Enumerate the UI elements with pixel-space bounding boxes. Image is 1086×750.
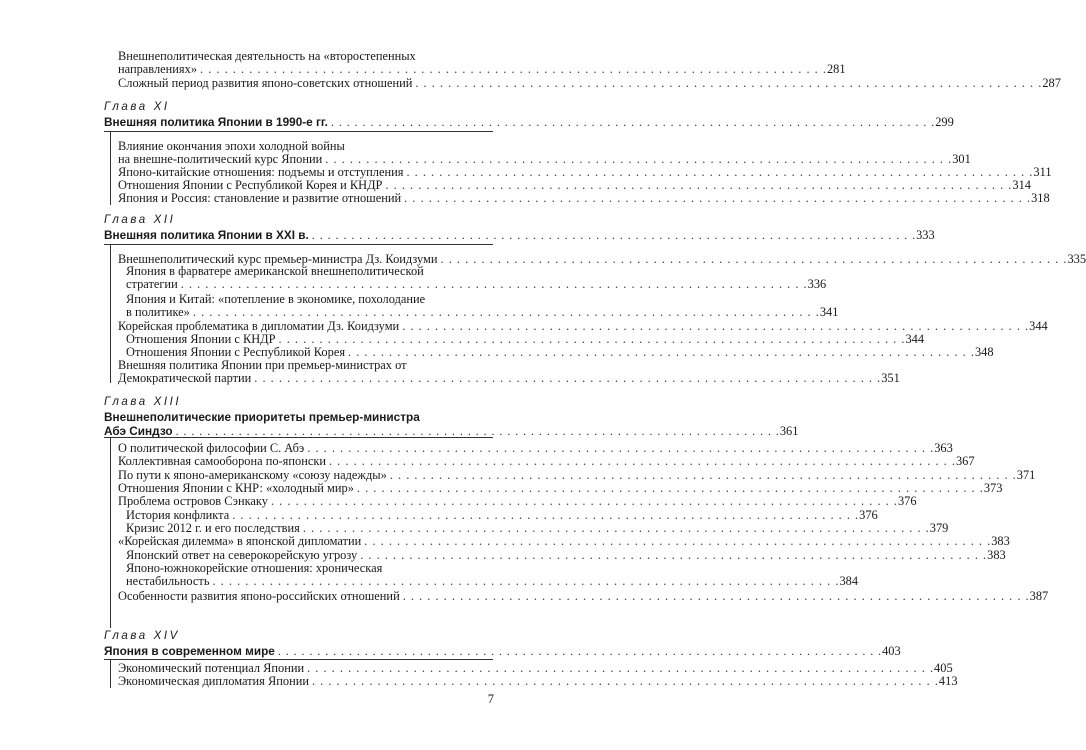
entry-page-number: 344 <box>905 332 925 346</box>
toc-subentry[interactable] <box>126 292 839 320</box>
entry-line: Япония и Китай: «потепление в экономике, похолодание <box>126 292 426 306</box>
entry-text: направлениях» <box>118 62 198 77</box>
chapter-title[interactable] <box>104 115 954 129</box>
toc-entry[interactable] <box>118 139 971 167</box>
entry-page-number: 344 <box>1029 319 1048 333</box>
entry-page-number: 351 <box>881 371 900 386</box>
entry-page-number: 363 <box>934 441 953 455</box>
toc-entry[interactable] <box>118 191 1050 205</box>
toc-entry[interactable] <box>118 358 900 386</box>
dot-leader: . . . . . . . . . . . . . . . . . . . . . . . . . . . . . . . . . . . . . . . . . . . . . . . . . . . . . . . . . . . . . . . . . . . . . . . . . . . . . <box>278 332 906 346</box>
dot-leader: . . . . . . . . . . . . . . . . . . . . . . . . . . . . . . . . . . . . . . . . . . . . . . . . . . . . . . . . . . . . . . . . . . . . . . . . . . . . . <box>302 521 930 535</box>
entry-last-line <box>126 277 827 292</box>
entry-line: Японо-южнокорейские отношения: хроническая <box>126 561 383 575</box>
chapter-title-last-line <box>104 644 901 658</box>
dot-leader: . . . . . . . . . . . . . . . . . . . . . . . . . . . . . . . . . . . . . . . . . . . . . . . . . . . . . . . . . . . . . . . . . . . . . . . . . . . . . <box>270 494 898 508</box>
toc-entry[interactable] <box>118 674 958 688</box>
entry-page-number: 341 <box>819 305 839 320</box>
dot-leader: . . . . . . . . . . . . . . . . . . . . . . . . . . . . . . . . . . . . . . . . . . . . . . . . . . . . . . . . . . . . . . . . . . . . . . . . . . . . . <box>328 454 956 468</box>
entry-text: Отношения Японии с КНДР <box>126 332 276 346</box>
chapter-title-page-number: 361 <box>779 424 799 438</box>
dot-leader: . . . . . . . . . . . . . . . . . . . . . . . . . . . . . . . . . . . . . . . . . . . . . . . . . . . . . . . . . . . . . . . . . . . . . . . . . . . . . <box>402 319 1030 333</box>
dot-leader: . . . . . . . . . . . . . . . . . . . . . . . . . . . . . . . . . . . . . . . . . . . . . . . . . . . . . . . . . . . . . . . . . . . . . . . . . . . . . <box>404 191 1032 205</box>
chapter-title-text: Япония в современном мире <box>104 644 275 658</box>
entry-page-number: 336 <box>807 277 827 292</box>
entry-page-number: 367 <box>955 454 975 468</box>
chapter-title[interactable] <box>104 410 799 438</box>
chapter-title-page-number: 333 <box>916 228 935 242</box>
dot-leader: . . . . . . . . . . . . . . . . . . . . . . . . . . . . . . . . . . . . . . . . . . . . . . . . . . . . . . . . . . . . . . . . . . . . . . . . . . . . . <box>311 674 939 688</box>
page-number: 7 <box>487 692 494 706</box>
entry-last-line <box>118 191 1050 205</box>
entry-last-line <box>118 494 917 508</box>
entry-text: Отношения Японии с КНР: «холодный мир» <box>118 481 354 495</box>
dot-leader: . . . . . . . . . . . . . . . . . . . . . . . . . . . . . . . . . . . . . . . . . . . . . . . . . . . . . . . . . . . . . . . . . . . . . . . . . . . . . <box>389 468 1017 482</box>
dot-leader: . . . . . . . . . . . . . . . . . . . . . . . . . . . . . . . . . . . . . . . . . . . . . . . . . . . . . . . . . . . . . . . . . . . . . . . . . . . . . <box>277 644 883 658</box>
entry-last-line <box>126 574 859 589</box>
entry-line: Внешняя политика Японии при премьер-министрах от <box>118 358 407 372</box>
entry-text: Отношения Японии с Республикой Корея <box>126 345 346 359</box>
entry-page-number: 384 <box>839 574 859 589</box>
entry-text: стратегии <box>126 277 178 292</box>
entry-page-number: 376 <box>897 494 917 508</box>
entry-text: Корейская проблематика в дипломатии Дз. Коидзуми <box>118 319 400 333</box>
entry-page-number: 387 <box>1029 589 1049 603</box>
entry-last-line <box>118 589 1049 603</box>
chapter-label: Глава XIII <box>104 396 182 408</box>
entry-text: История конфликта <box>126 508 230 522</box>
toc-subentry[interactable] <box>126 264 827 292</box>
dot-leader: . . . . . . . . . . . . . . . . . . . . . . . . . . . . . . . . . . . . . . . . . . . . . . . . . . . . . . . . . . . . . . . . . . . . . . . . . . . . . <box>325 152 953 167</box>
dot-leader: . . . . . . . . . . . . . . . . . . . . . . . . . . . . . . . . . . . . . . . . . . . . . . . . . . . . . . . . . . . . . . . . . . . . . . . . . . . . . <box>175 424 780 438</box>
entry-page-number: 383 <box>987 548 1006 562</box>
entry-text: Экономическая дипломатия Японии <box>118 674 309 688</box>
dot-leader: . . . . . . . . . . . . . . . . . . . . . . . . . . . . . . . . . . . . . . . . . . . . . . . . . . . . . . . . . . . . . . . . . . . . . . . . . . . . . <box>307 661 935 675</box>
entry-text: Демократической партии <box>118 371 252 386</box>
entry-text: Коллективная самооборона по-японски <box>118 454 326 468</box>
entry-text: «Корейская дилемма» в японской дипломатии <box>118 534 362 548</box>
entry-text: нестабильность <box>126 574 210 589</box>
entry-text: Проблема островов Сэнкаку <box>118 494 268 508</box>
toc-entry[interactable] <box>118 49 846 77</box>
entry-last-line <box>118 62 846 77</box>
entry-text: Япония и Россия: становление и развитие отношений <box>118 191 402 205</box>
entry-text: Внешнеполитический курс премьер-министра Дз. Коидзуми <box>118 252 438 266</box>
entry-text: О политической философии С. Абэ <box>118 441 305 455</box>
chapter-title-text: Внешняя политика Японии в XXI в. <box>104 228 309 242</box>
chapter-title[interactable] <box>104 644 901 658</box>
dot-leader: . . . . . . . . . . . . . . . . . . . . . . . . . . . . . . . . . . . . . . . . . . . . . . . . . . . . . . . . . . . . . . . . . . . . . . . . . . . . . <box>406 165 1034 179</box>
chapter-title-last-line <box>104 424 799 438</box>
entry-line: Влияние окончания эпохи холодной войны <box>118 139 345 153</box>
entry-line: Япония в фарватере американской внешнеполитической <box>126 264 424 278</box>
entry-page-number: 287 <box>1042 76 1061 90</box>
section-bracket-line <box>110 437 111 628</box>
entry-last-line <box>118 371 900 386</box>
toc-entry[interactable] <box>118 534 1010 548</box>
section-bracket-line <box>110 131 111 205</box>
chapter-title-text: Абэ Синдзо <box>104 424 173 438</box>
chapter-title-page-number: 299 <box>935 115 954 129</box>
chapter-title-last-line <box>104 115 954 129</box>
chapter-rule <box>104 437 493 438</box>
entry-page-number: 318 <box>1031 191 1050 205</box>
entry-text: По пути к японо-американскому «союзу надежды» <box>118 468 387 482</box>
dot-leader: . . . . . . . . . . . . . . . . . . . . . . . . . . . . . . . . . . . . . . . . . . . . . . . . . . . . . . . . . . . . . . . . . . . . . . . . . . . . . <box>402 589 1030 603</box>
entry-page-number: 376 <box>859 508 878 522</box>
entry-page-number: 301 <box>952 152 971 167</box>
dot-leader: . . . . . . . . . . . . . . . . . . . . . . . . . . . . . . . . . . . . . . . . . . . . . . . . . . . . . . . . . . . . . . . . . . . . . . . . . . . . . <box>330 115 936 129</box>
chapter-label: Глава XIV <box>104 630 180 642</box>
entry-page-number: 371 <box>1016 468 1036 482</box>
entry-last-line <box>118 76 1061 90</box>
entry-last-line <box>118 534 1010 548</box>
dot-leader: . . . . . . . . . . . . . . . . . . . . . . . . . . . . . . . . . . . . . . . . . . . . . . . . . . . . . . . . . . . . . . . . . . . . . . . . . . . . . <box>192 305 820 320</box>
entry-page-number: 379 <box>929 521 949 535</box>
dot-leader: . . . . . . . . . . . . . . . . . . . . . . . . . . . . . . . . . . . . . . . . . . . . . . . . . . . . . . . . . . . . . . . . . . . . . . . . . . . . . <box>232 508 860 522</box>
chapter-title-text: Внешняя политика Японии в 1990-е гг. <box>104 115 328 129</box>
entry-text: Экономический потенциал Японии <box>118 661 305 675</box>
entry-text: Кризис 2012 г. и его последствия <box>126 521 300 535</box>
dot-leader: . . . . . . . . . . . . . . . . . . . . . . . . . . . . . . . . . . . . . . . . . . . . . . . . . . . . . . . . . . . . . . . . . . . . . . . . . . . . . <box>360 548 988 562</box>
dot-leader: . . . . . . . . . . . . . . . . . . . . . . . . . . . . . . . . . . . . . . . . . . . . . . . . . . . . . . . . . . . . . . . . . . . . . . . . . . . . . <box>307 441 935 455</box>
toc-entry[interactable] <box>118 454 975 468</box>
dot-leader: . . . . . . . . . . . . . . . . . . . . . . . . . . . . . . . . . . . . . . . . . . . . . . . . . . . . . . . . . . . . . . . . . . . . . . . . . . . . . <box>200 62 827 77</box>
entry-page-number: 405 <box>934 661 953 675</box>
entry-text: Особенности развития японо-российских отношений <box>118 589 400 603</box>
entry-last-line <box>118 674 958 688</box>
dot-leader: . . . . . . . . . . . . . . . . . . . . . . . . . . . . . . . . . . . . . . . . . . . . . . . . . . . . . . . . . . . . . . . . . . . . . . . . . . . . . <box>364 534 992 548</box>
dot-leader: . . . . . . . . . . . . . . . . . . . . . . . . . . . . . . . . . . . . . . . . . . . . . . . . . . . . . . . . . . . . . . . . . . . . . . . . . . . . . <box>311 228 917 242</box>
entry-page-number: 383 <box>991 534 1010 548</box>
dot-leader: . . . . . . . . . . . . . . . . . . . . . . . . . . . . . . . . . . . . . . . . . . . . . . . . . . . . . . . . . . . . . . . . . . . . . . . . . . . . . <box>415 76 1043 90</box>
chapter-title[interactable] <box>104 228 935 242</box>
dot-leader: . . . . . . . . . . . . . . . . . . . . . . . . . . . . . . . . . . . . . . . . . . . . . . . . . . . . . . . . . . . . . . . . . . . . . . . . . . . . . <box>212 574 840 589</box>
entry-text: на внешне-политический курс Японии <box>118 152 323 167</box>
entry-text: Японский ответ на северокорейскую угрозу <box>126 548 358 562</box>
entry-text: Отношения Японии с Республикой Корея и КНДР <box>118 178 383 192</box>
entry-last-line <box>126 305 839 320</box>
dot-leader: . . . . . . . . . . . . . . . . . . . . . . . . . . . . . . . . . . . . . . . . . . . . . . . . . . . . . . . . . . . . . . . . . . . . . . . . . . . . . <box>254 371 882 386</box>
dot-leader: . . . . . . . . . . . . . . . . . . . . . . . . . . . . . . . . . . . . . . . . . . . . . . . . . . . . . . . . . . . . . . . . . . . . . . . . . . . . . <box>180 277 808 292</box>
entry-text: Японо-китайские отношения: подъемы и отступления <box>118 165 404 179</box>
entry-page-number: 281 <box>826 62 846 77</box>
chapter-label: Глава XII <box>104 214 176 226</box>
section-bracket-line <box>110 659 111 688</box>
entry-last-line <box>118 454 975 468</box>
entry-page-number: 348 <box>974 345 994 359</box>
entry-page-number: 373 <box>983 481 1003 495</box>
chapter-title-line: Внешнеполитические приоритеты премьер-министра <box>104 410 420 424</box>
toc-subentry[interactable] <box>126 561 859 589</box>
toc-entry[interactable] <box>118 76 1061 90</box>
chapter-title-page-number: 403 <box>882 644 901 658</box>
entry-page-number: 413 <box>938 674 958 688</box>
entry-text: Сложный период развития японо-советских отношений <box>118 76 413 90</box>
entry-page-number: 335 <box>1067 252 1086 266</box>
chapter-title-last-line <box>104 228 935 242</box>
entry-text: в политике» <box>126 305 190 320</box>
dot-leader: . . . . . . . . . . . . . . . . . . . . . . . . . . . . . . . . . . . . . . . . . . . . . . . . . . . . . . . . . . . . . . . . . . . . . . . . . . . . . <box>385 178 1013 192</box>
section-bracket-line <box>110 244 111 383</box>
chapter-rule <box>104 244 493 245</box>
entry-page-number: 311 <box>1033 165 1052 179</box>
dot-leader: . . . . . . . . . . . . . . . . . . . . . . . . . . . . . . . . . . . . . . . . . . . . . . . . . . . . . . . . . . . . . . . . . . . . . . . . . . . . . <box>440 252 1068 266</box>
chapter-rule <box>104 131 493 132</box>
toc-entry[interactable] <box>118 494 917 508</box>
entry-line: Внешнеполитическая деятельность на «второстепенных <box>118 49 416 63</box>
dot-leader: . . . . . . . . . . . . . . . . . . . . . . . . . . . . . . . . . . . . . . . . . . . . . . . . . . . . . . . . . . . . . . . . . . . . . . . . . . . . . <box>356 481 984 495</box>
chapter-rule <box>104 659 493 660</box>
chapter-label: Глава XI <box>104 101 170 113</box>
dot-leader: . . . . . . . . . . . . . . . . . . . . . . . . . . . . . . . . . . . . . . . . . . . . . . . . . . . . . . . . . . . . . . . . . . . . . . . . . . . . . <box>348 345 975 359</box>
entry-page-number: 314 <box>1012 178 1031 192</box>
toc-entry[interactable] <box>118 589 1049 603</box>
